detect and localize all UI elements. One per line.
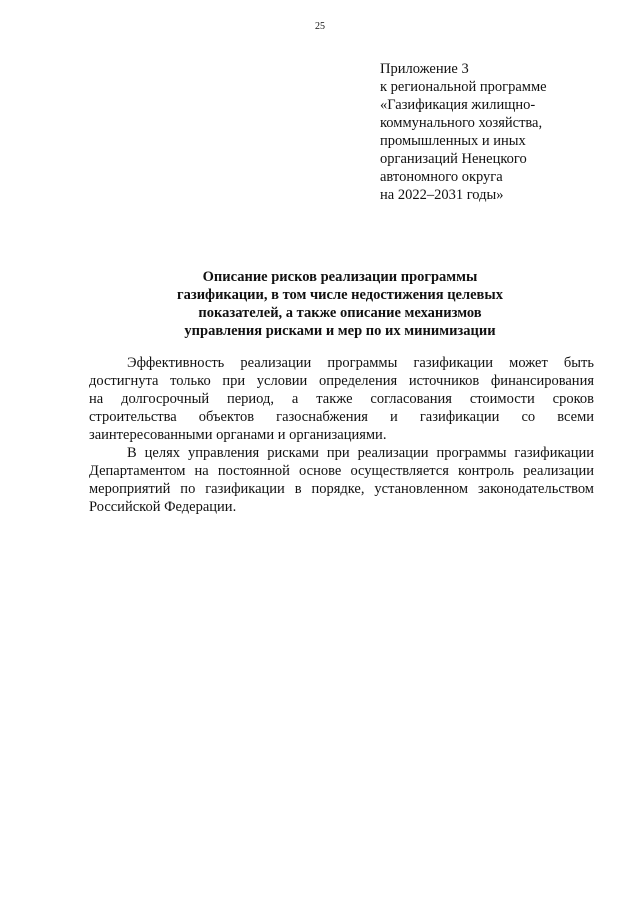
paragraph-line: заинтересованными органами и организациями.	[89, 427, 387, 443]
paragraph-line: мероприятий по газификации в порядке, установленном законодательством	[89, 481, 594, 497]
paragraph-line: строительства объектов газоснабжения и газификации со всеми	[89, 409, 594, 425]
appendix-line: Приложение 3	[380, 61, 469, 77]
title-line: Описание рисков реализации программы	[202, 269, 478, 285]
paragraph-line: на долгосрочный период, а также согласования стоимости сроков	[89, 391, 594, 407]
title-line: управления рисками и мер по их минимизации	[184, 323, 496, 339]
appendix-line: коммунального хозяйства,	[380, 115, 543, 131]
title-line: газификации, в том числе недостижения целевых	[177, 287, 503, 303]
document-title	[140, 268, 540, 340]
document-body	[89, 354, 594, 516]
paragraph-line: В целях управления рисками при реализации программы газификации	[127, 445, 594, 461]
page-number: 25	[315, 21, 325, 32]
appendix-block	[380, 60, 630, 204]
appendix-line: автономного округа	[380, 169, 503, 185]
appendix-line: на 2022–2031 годы»	[380, 187, 504, 203]
title-line: показателей, а также описание механизмов	[198, 305, 482, 321]
appendix-line: к региональной программе	[380, 79, 547, 95]
appendix-line: промышленных и иных	[380, 133, 526, 149]
paragraph-line: достигнута только при условии определения источников финансирования	[89, 373, 594, 389]
paragraph-line: Департаментом на постоянной основе осуществляется контроль реализации	[89, 463, 594, 479]
paragraph-1	[89, 354, 594, 444]
paragraph-2	[89, 444, 594, 516]
paragraph-line: Российской Федерации.	[89, 499, 237, 515]
appendix-line: организаций Ненецкого	[380, 151, 527, 167]
appendix-line: «Газификация жилищно-	[380, 97, 536, 113]
paragraph-line: Эффективность реализации программы газификации может быть	[127, 355, 594, 371]
